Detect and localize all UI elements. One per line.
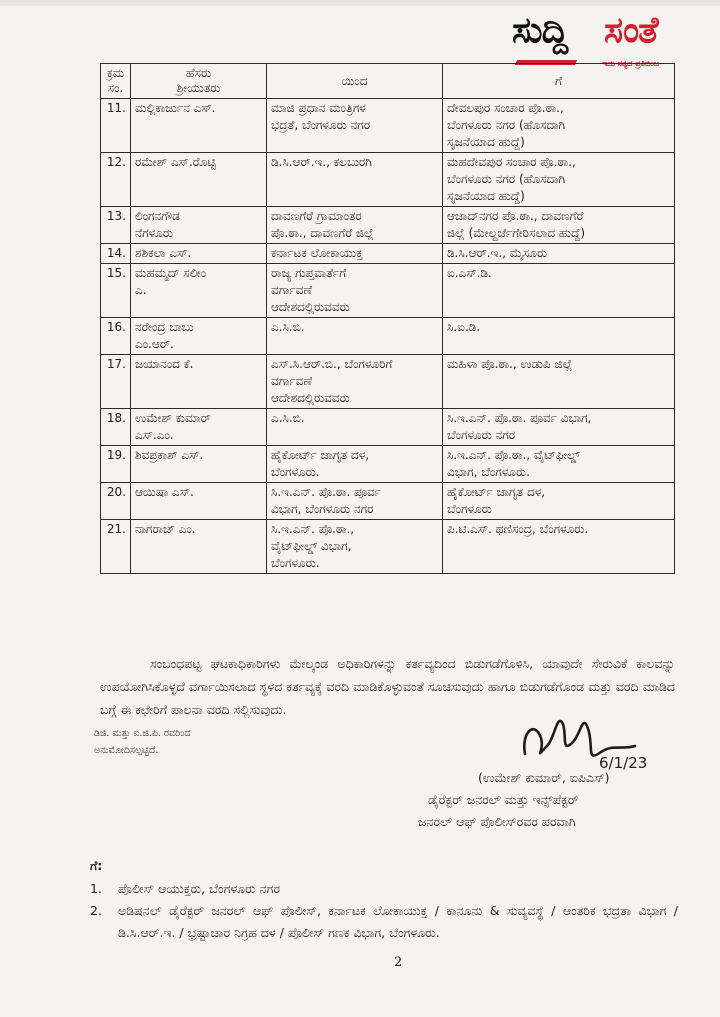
row-name: ಉಮೇಶ್ ಕುಮಾರ್ ಎಸ್.ಎಂ.	[131, 409, 267, 446]
table-row	[101, 244, 675, 264]
row-serial: 17.	[101, 355, 131, 409]
row-from: ರಾಜ್ಯ ಗುಪ್ತವಾರ್ತೆಗೆ ವರ್ಗಾವಣೆ ಆದೇಶದಲ್ಲಿರುವವರು	[267, 264, 443, 318]
row-serial: 19.	[101, 446, 131, 483]
row-to: ಐ.ಎಸ್.ಡಿ.	[443, 264, 675, 318]
row-name: ಶಿವಪ್ರಕಾಶ್ ಎಸ್.	[131, 446, 267, 483]
signatory-name: (ಉಮೇಶ್ ಕುಮಾರ್, ಐಪಿಎಸ್)	[478, 770, 610, 785]
signature-mark	[517, 702, 657, 777]
row-serial: 12.	[101, 153, 131, 207]
table-row	[101, 99, 675, 153]
row-serial: 13.	[101, 207, 131, 244]
table-row	[101, 153, 675, 207]
list-item-text: ಅಡಿಷನಲ್ ಡೈರೆಕ್ಟರ್ ಜನರಲ್ ಆಫ್ ಪೊಲೀಸ್, ಕರ್ನಾಟಕ ಲೋಕಾಯುಕ್ತ / ಕಾನೂನು & ಸುವ್ಯವಸ್ಥೆ / ಆಂತರಿಕ ಭದ್ರತಾ ವಿಭಾಗ / ಡಿ.ಸಿ.ಆರ್.ಇ. / ಭ್ರಷ್ಟಾಚಾರ ನಿಗ್ರಹ ದಳ / ಪೊಲೀಸ್ ಗಣಕ ವಿಭಾಗ, ಬೆಂಗಳೂರು.	[118, 903, 678, 940]
row-serial: 16.	[101, 318, 131, 355]
row-to: ಪಿ.ಟಿ.ಎಸ್. ಥಣಿಸಂದ್ರ, ಬೆಂಗಳೂರು.	[443, 520, 675, 574]
header-to: ಗೆ	[443, 64, 675, 99]
row-to: ಸಿ.ಐ.ಡಿ.	[443, 318, 675, 355]
row-to: ಹೈಕೋರ್ಟ್ ಜಾಗೃತ ದಳ, ಬೆಂಗಳೂರು	[443, 483, 675, 520]
transfer-table	[100, 63, 675, 574]
row-serial: 14.	[101, 244, 131, 264]
signature-date: 6/1/23	[599, 754, 648, 772]
list-item-number: 1.	[90, 881, 102, 896]
table-row	[101, 318, 675, 355]
row-name: ನರೇಂದ್ರ ಬಾಬು ಎಂ.ಆರ್.	[131, 318, 267, 355]
instruction-paragraph: ಸಂಬಂಧಪಟ್ಟ ಘಟಕಾಧಿಕಾರಿಗಳು ಮೇಲ್ಕಂಡ ಅಧಿಕಾರಿಗಳನ್ನು ಕರ್ತವ್ಯದಿಂದ ಬಿಡುಗಡೆಗೊಳಿಸಿ, ಯಾವುದೇ ಸೇರುವಿಕೆ ಕಾಲವನ್ನು ಉಪಯೋಗಿಸಿಕೊಳ್ಳದೆ ವರ್ಗಾಯಿಸಲಾದ ಸ್ಥಳದ ಕರ್ತವ್ಯಕ್ಕೆ ವರದಿ ಮಾಡಿಕೊಳ್ಳುವಂತೆ ಸೂಚಿಸುವುದು ಹಾಗೂ ಬಿಡುಗಡೆಗೊಂಡ ಮತ್ತು ವರದಿ ಮಾಡಿದ ಬಗ್ಗೆ ಈ ಕಛೇರಿಗೆ ಪಾಲನಾ ವರದಿ ಸಲ್ಲಿಸುವುದು.	[100, 656, 675, 717]
list-item	[90, 878, 678, 900]
row-to: ಆಜಾದ್‌ನಗರ ಪೊ.ಠಾ., ದಾವಣಗೆರೆ ಜಿಲ್ಲೆ (ಮೇಲ್ದರ್ಜೆಗೇರಿಸಲಾದ ಹುದ್ದೆ)	[443, 207, 675, 244]
table-row	[101, 355, 675, 409]
signature-stroke	[524, 721, 635, 756]
table-row	[101, 409, 675, 446]
row-name: ನಾಗರಾಜ್ ಎಂ.	[131, 520, 267, 574]
row-from: ಎ.ಸಿ.ಬಿ.	[267, 409, 443, 446]
row-from: ಎ.ಸಿ.ಬಿ.	[267, 318, 443, 355]
table-header-row	[101, 64, 675, 99]
row-name: ಶಶಿಕಲಾ ಎಸ್.	[131, 244, 267, 264]
table-row	[101, 446, 675, 483]
row-name: ಮಹಮ್ಮದ್ ಸಲೀಂ ಎ.	[131, 264, 267, 318]
row-from: ಮಾಜಿ ಪ್ರಧಾನ ಮಂತ್ರಿಗಳ ಭದ್ರತೆ, ಬೆಂಗಳೂರು ನಗರ	[267, 99, 443, 153]
list-item-number: 2.	[90, 903, 102, 918]
row-name: ಆಯಿಷಾ ಎಸ್.	[131, 483, 267, 520]
signatory-designation-2: ಜನರಲ್ ಆಫ್ ಪೊಲೀಸ್‌ರವರ ಪರವಾಗಿ	[418, 814, 576, 829]
row-name: ಜಯಾನಂದ ಕೆ.	[131, 355, 267, 409]
row-from: ಎಸ್.ಸಿ.ಆರ್.ಬಿ., ಬೆಂಗಳೂರಿಗೆ ವರ್ಗಾವಣೆ ಆದೇಶದಲ್ಲಿರುವವರು	[267, 355, 443, 409]
row-from: ಸಿ.ಇ.ಎನ್. ಪೊ.ಠಾ. ಪೂರ್ವ ವಿಭಾಗ, ಬೆಂಗಳೂರು ನಗರ	[267, 483, 443, 520]
signatory-designation-1: ಡೈರೆಕ್ಟರ್ ಜನರಲ್ ಮತ್ತು ಇನ್ಸ್‌ಪೆಕ್ಟರ್	[428, 792, 579, 807]
row-to: ಸಿ.ಇ.ಎನ್. ಪೊ.ಠಾ., ವೈಟ್‌ಫೀಲ್ಡ್ ವಿಭಾಗ, ಬೆಂಗಳೂರು.	[443, 446, 675, 483]
header-serial: ಕ್ರಮ ಸಂ.	[101, 64, 131, 99]
page-top-edge	[0, 0, 720, 6]
row-serial: 11.	[101, 99, 131, 153]
row-from: ಹೈಕೋರ್ಟ್ ಜಾಗೃತ ದಳ, ಬೆಂಗಳೂರು.	[267, 446, 443, 483]
table-row	[101, 520, 675, 574]
row-serial: 20.	[101, 483, 131, 520]
page-number: 2	[394, 955, 403, 970]
row-from: ಕರ್ನಾಟಕ ಲೋಕಾಯುಕ್ತ	[267, 244, 443, 264]
row-to: ಸಿ.ಇ.ಎನ್. ಪೊ.ಠಾ. ಪೂರ್ವ ವಿಭಾಗ, ಬೆಂಗಳೂರು ನಗರ	[443, 409, 675, 446]
row-to: ಮಹದೇವಪುರ ಸಂಚಾರ ಪೊ.ಠಾ., ಬೆಂಗಳೂರು ನಗರ (ಹೊಸದಾಗಿ ಸೃಜನೆಯಾದ ಹುದ್ದೆ)	[443, 153, 675, 207]
row-to: ದೇವಲಪುರ ಸಂಚಾರ ಪೊ.ಠಾ., ಬೆಂಗಳೂರು ನಗರ (ಹೊಸದಾಗಿ ಸೃಜನೆಯಾದ ಹುದ್ದೆ)	[443, 99, 675, 153]
logo-word-2: ಸಂತೆ	[604, 10, 658, 51]
row-to: ಮಹಿಳಾ ಪೊ.ಠಾ., ಉಡುಪಿ ಜಿಲ್ಲೆ	[443, 355, 675, 409]
logo-tagline: ಇದು ಸತ್ಯದ ಪ್ರತಿಬಿಂಬ	[602, 59, 660, 68]
table-row	[101, 483, 675, 520]
list-item	[90, 900, 678, 944]
logo-word-1: ಸುದ್ದಿ	[512, 10, 568, 51]
header-from: ಯಿಂದ	[267, 64, 443, 99]
table-row	[101, 207, 675, 244]
row-name: ರಮೇಶ್ ಎಸ್.ರೊಟ್ಟಿ	[131, 153, 267, 207]
row-serial: 21.	[101, 520, 131, 574]
table-row	[101, 264, 675, 318]
row-from: ಡಿ.ಸಿ.ಆರ್.ಇ., ಕಲಬುರಗಿ	[267, 153, 443, 207]
approval-note: ಡಿಜಿ. ಮತ್ತು ಐ.ಜಿ.ಪಿ. ರವರಿಂದ ಅನುಮೋದಿಸಲ್ಪಟ್ಟಿದೆ.	[94, 728, 191, 756]
row-name: ಲಿಂಗನಗೌಡ ನೆಗಳೂರು	[131, 207, 267, 244]
list-item-text: ಪೊಲೀಸ್ ಆಯುಕ್ತರು, ಬೆಂಗಳೂರು ನಗರ	[118, 881, 281, 896]
cc-list	[90, 878, 678, 944]
cc-label: ಗೆ:	[90, 858, 103, 873]
row-name: ಮಲ್ಲಿಕಾರ್ಜುನ ಎಸ್.	[131, 99, 267, 153]
row-from: ಸಿ.ಇ.ಎನ್. ಪೊ.ಠಾ., ವೈಟ್‌ಫೀಲ್ಡ್ ವಿಭಾಗ, ಬೆಂಗಳೂರು.	[267, 520, 443, 574]
row-from: ದಾವಣಗೆರೆ ಗ್ರಾಮಾಂತರ ಪೊ.ಠಾ., ದಾವಣಗೆರೆ ಜಿಲ್ಲೆ	[267, 207, 443, 244]
row-serial: 15.	[101, 264, 131, 318]
row-serial: 18.	[101, 409, 131, 446]
row-to: ಡಿ.ಸಿ.ಆರ್.ಇ., ಮೈಸೂರು	[443, 244, 675, 264]
header-name: ಹೆಸರು ಶ್ರೀಯುತರು	[131, 64, 267, 99]
